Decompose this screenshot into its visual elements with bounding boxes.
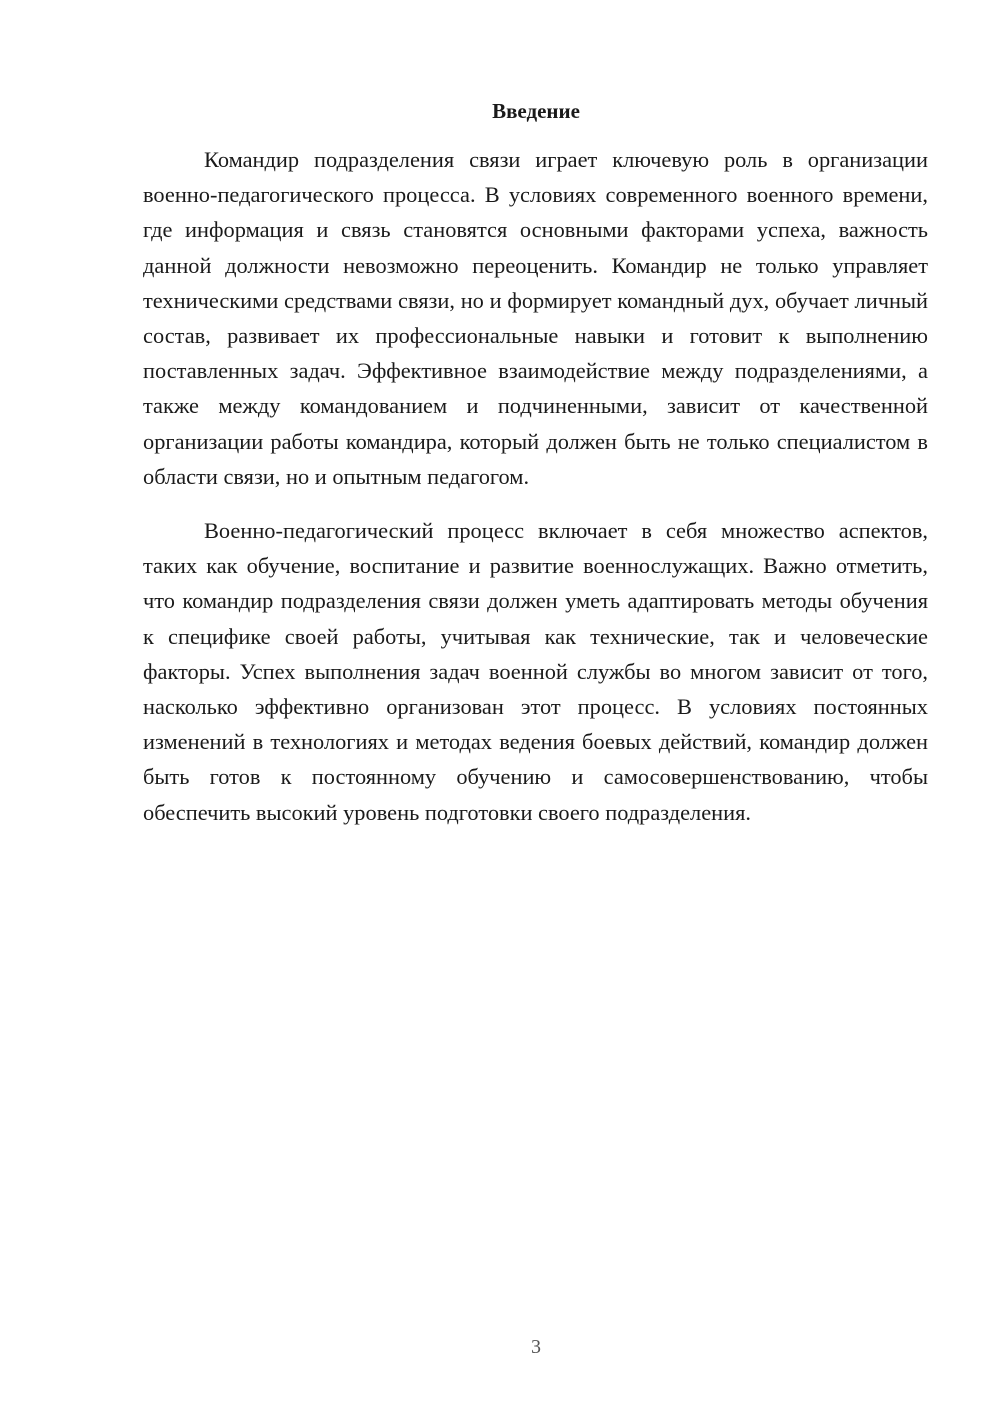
body-text: [143, 142, 928, 849]
paragraph-2: Военно-педагогический процесс включает в себя множество аспектов, таких как обучение, воспитание и развитие военнослужащих. Важно отметить, что командир подразделения связи должен уметь адаптировать методы обучения к специфике своей работы, учитывая как технические, так и человеческие факторы. Успех выполнения задач военной службы во многом зависит от того, насколько эффективно организован этот процесс. В условиях постоянных изменений в технологиях и методах ведения боевых действий, командир должен быть готов к постоянному обучению и самосовершенствованию, чтобы обеспечить высокий уровень подготовки своего подразделения.: [143, 518, 928, 825]
paragraph-1: Командир подразделения связи играет ключевую роль в организации военно-педагогического процесса. В условиях современного военного времени, где информация и связь становятся основными факторами успеха, важность данной должности невозможно переоценить. Командир не только управляет техническими средствами связи, но и формирует командный дух, обучает личный состав, развивает их профессиональные навыки и готовит к выполнению поставленных задач. Эффективное взаимодействие между подразделениями, а также между командованием и подчиненными, зависит от качественной организации работы командира, который должен быть не только специалистом в области связи, но и опытным педагогом.: [143, 147, 928, 489]
page-number: 3: [531, 1336, 541, 1358]
section-heading: Введение: [492, 99, 580, 123]
